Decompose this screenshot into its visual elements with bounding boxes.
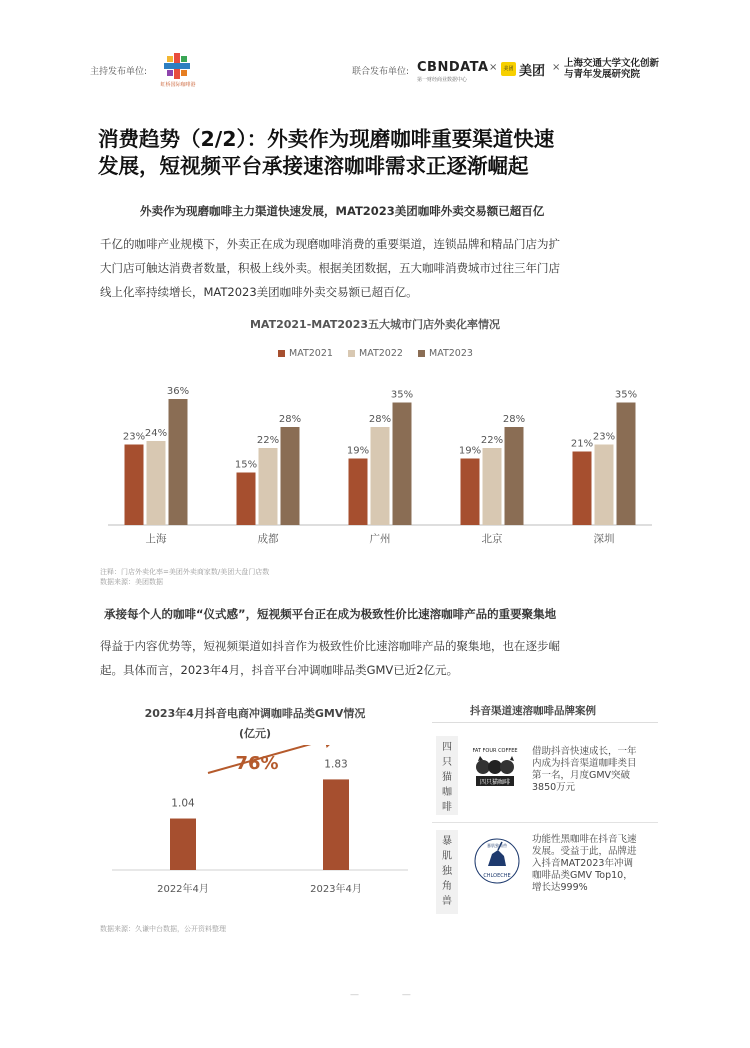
case-2-description (532, 834, 654, 894)
chart2-category-label: 2022年4月 (157, 884, 209, 895)
chart1-data-label: 21% (570, 438, 594, 450)
chart1-category-label: 深圳 (593, 533, 615, 545)
sjtu-line-1: 上海交通大学文化创新 (564, 58, 660, 69)
chart1-bar (259, 448, 278, 525)
section1-para-line-3: 线上化率持续增长，MAT2023美团咖啡外卖交易额已超百亿。 (100, 285, 418, 299)
case-2-name-box (436, 830, 458, 914)
legend-mat2022 (348, 348, 403, 359)
chart2-source: 数据来源：久谦中台数据，公开资料整理 (100, 925, 226, 933)
section1-para-line-2: 大门店可触达消费者数量，积极上线外卖。根据美团数据，五大咖啡消费城市过往三年门店 (100, 261, 560, 275)
legend-label: MAT2022 (359, 348, 403, 359)
chart1-bar (371, 427, 390, 525)
case-2-line: 入抖音MAT2023年冲调 (532, 858, 633, 869)
chart1-data-label: 35% (614, 389, 638, 401)
case-2-name: 暴 肌 独 角 兽 (442, 836, 452, 907)
chart1-bar (349, 459, 368, 526)
chart1-data-label: 24% (144, 428, 168, 439)
chart1-bar (147, 441, 166, 525)
chart1-bar (617, 403, 636, 526)
section2-para-line-2: 起。具体而言，2023年4月，抖音平台冲调咖啡品类GMV已近2亿元。 (100, 663, 459, 677)
chart1-category-label: 成都 (257, 533, 279, 545)
chart2-bar (170, 819, 196, 870)
case-1-line: 第一名，月度GMV突破 (532, 770, 631, 781)
legend-label: MAT2021 (289, 348, 333, 359)
chart1-note (100, 567, 269, 587)
legend-swatch (418, 350, 425, 357)
chart1-data-label: 22% (480, 435, 504, 446)
chart1-bar (505, 427, 524, 525)
case-1-name: 四 只 猫 咖 啡 (442, 742, 452, 813)
chart1-data-label: 22% (256, 435, 280, 446)
legend-swatch (348, 350, 355, 357)
sjtu-institute (564, 58, 659, 80)
chart1-bar (595, 445, 614, 526)
host-org-name: 虹桥国际咖啡港 (160, 82, 196, 88)
legend-mat2023 (418, 348, 473, 359)
chart1-data-label: 19% (458, 445, 482, 457)
chart2-bar (323, 779, 349, 870)
chart1-data-label: 35% (390, 389, 414, 401)
title-line-1: 消费趋势（2/2）：外卖作为现磨咖啡重要渠道快速 (98, 127, 555, 151)
legend-label: MAT2023 (429, 348, 473, 359)
cbndata-subtitle: 第一财经商业数据中心 (417, 77, 468, 83)
page-marks: — — (350, 990, 431, 1000)
sjtu-line-2: 与青年发展研究院 (564, 69, 641, 80)
page-title (98, 126, 658, 180)
chloeche-logo-icon (472, 836, 522, 886)
chart1-category-label: 广州 (369, 533, 391, 545)
fat-four-coffee-logo-icon (470, 743, 520, 793)
host-label: 主持发布单位: (90, 67, 148, 77)
case-1-line: 3850万元 (532, 782, 576, 793)
case-divider-middle (432, 822, 658, 823)
chart1-category-label: 上海 (145, 533, 167, 545)
chart1-bar (169, 399, 188, 525)
case-1-description (532, 746, 654, 794)
chart2-unit: (亿元) (238, 727, 272, 740)
chart2-data-label: 1.83 (324, 758, 348, 771)
chart1-category-label: 北京 (481, 533, 503, 545)
host-logo-icon (164, 53, 190, 79)
case-2-line: 发展。受益于此，品牌进 (532, 846, 637, 857)
case-divider-top (432, 722, 658, 723)
section2-subheading: 承接每个人的咖啡“仪式感”，短视频平台正在成为极致性价比速溶咖啡产品的重要聚集地 (104, 607, 557, 621)
chart1-data-label: 23% (592, 431, 616, 443)
chart2-douyin-coffee-gmv (100, 745, 420, 905)
title-line-2: 发展，短视频平台承接速溶咖啡需求正逐渐崛起 (98, 154, 529, 178)
legend-swatch (278, 350, 285, 357)
chart1-note-line-2: 数据来源：美团数据 (100, 578, 163, 586)
chart2-data-label: 1.04 (171, 797, 195, 810)
chart2-title-text: 2023年4月抖音电商冲调咖啡品类GMV情况 (144, 707, 366, 720)
section1-para-line-1: 千亿的咖啡产业规模下，外卖正在成为现磨咖啡消费的重要渠道，连锁品牌和精品门店为扩 (100, 237, 560, 251)
chart1-data-label: 28% (502, 414, 526, 425)
chart1-title: MAT2021-MAT2023五大城市门店外卖化率情况 (249, 318, 500, 331)
cbndata-logo: CBNDATA (417, 60, 489, 75)
chart1-data-label: 23% (122, 431, 146, 443)
chart1-bar (483, 448, 502, 525)
chart2-growth-label: 76% (235, 753, 279, 774)
meituan-logo: 美团 (519, 64, 546, 79)
chart1-data-label: 19% (346, 445, 370, 457)
chart2-title (130, 704, 380, 744)
case-1-name-box (436, 736, 458, 815)
chart1-store-delivery-rate (100, 370, 660, 560)
chart1-bar (281, 427, 300, 525)
chart1-bar (237, 473, 256, 526)
chart1-data-label: 28% (278, 414, 302, 425)
chart1-data-label: 15% (234, 459, 258, 471)
meituan-logo-icon: 美团 (501, 62, 516, 76)
case-1-line: 借助抖音快速成长，一年 (532, 746, 637, 757)
case-1-line: 内成为抖音渠道咖啡类目 (532, 758, 637, 769)
section1-subheading: 外卖作为现磨咖啡主力渠道快速发展，MAT2023美团咖啡外卖交易额已超百亿 (140, 204, 545, 218)
logo-brand-text: 四只猫咖啡 (479, 779, 511, 786)
case-2-line: 咖啡品类GMV Top10， (532, 870, 633, 881)
case-panel-title: 抖音渠道速溶咖啡品牌案例 (470, 705, 596, 717)
chart1-bar (125, 445, 144, 526)
logo-top-text: FAT FOUR COFFEE (472, 748, 518, 754)
joint-label: 联合发布单位: (352, 67, 410, 77)
chart1-data-label: 28% (368, 414, 392, 425)
chart1-note-line-1: 注释：门店外卖化率=美团外卖商家数/美团大盘门店数 (100, 568, 270, 576)
section1-paragraph (100, 232, 660, 304)
chart1-data-label: 36% (166, 386, 190, 397)
chart1-bar (461, 459, 480, 526)
section2-paragraph (100, 634, 660, 682)
times-sign-2: × (552, 62, 561, 73)
case-2-line: 功能性黑咖啡在抖音飞速 (532, 834, 637, 845)
legend-mat2021 (278, 348, 333, 359)
chart1-bar (573, 452, 592, 526)
section2-para-line-1: 得益于内容优势等，短视频渠道如抖音作为极致性价比速溶咖啡产品的聚集地，也在逐步崛 (100, 639, 560, 653)
times-sign-1: × (489, 62, 498, 73)
case-2-line: 增长达999% (532, 882, 588, 893)
logo-brand-text: CHLOECHE (483, 873, 511, 879)
chart1-bar (393, 403, 412, 526)
chart2-category-label: 2023年4月 (310, 884, 362, 895)
logo-top-text: 暴肌独角兽 (487, 843, 507, 848)
